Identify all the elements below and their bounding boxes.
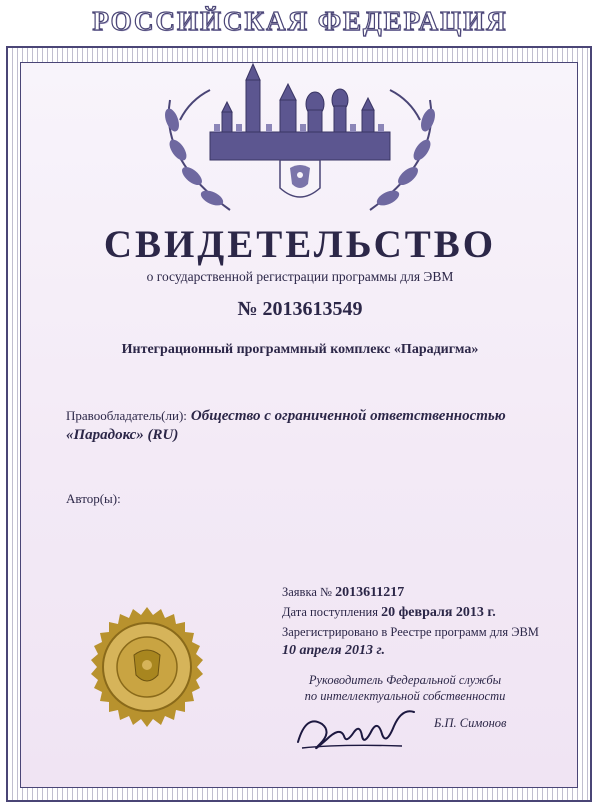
rights-holder-block	[66, 408, 566, 444]
rights-holder-value-cont: «Парадокс» (RU)	[66, 427, 179, 443]
received-date: 20 февраля 2013 г.	[381, 605, 496, 620]
signature-icon	[292, 702, 422, 762]
kremlin-emblem-icon	[150, 60, 450, 220]
author-row	[66, 490, 121, 508]
author-label: Автор(ы):	[66, 491, 121, 506]
certificate-title: СВИДЕТЕЛЬСТВО	[103, 223, 497, 266]
rights-holder-label: Правообладатель(ли):	[66, 408, 187, 423]
registered-date: 10 апреля 2013 г.	[282, 643, 386, 658]
authority-line-2: по интеллектуальной собственности	[304, 689, 506, 703]
application-label: Заявка №	[282, 585, 332, 599]
rights-holder-value: Общество с ограниченной ответственностью	[190, 408, 506, 424]
authority-block	[290, 672, 520, 704]
coat-of-arms-icon	[280, 160, 320, 197]
authority-line-1: Руководитель Федеральной службы	[308, 673, 502, 687]
country-header: РОССИЙСКАЯ ФЕДЕРАЦИЯ	[92, 6, 508, 36]
certificate-number: № 2013613549	[237, 298, 363, 320]
official-seal-icon	[82, 605, 212, 735]
registration-block	[282, 585, 582, 659]
registered-label: Зарегистрировано в Реестре программ для ЭВМ	[282, 625, 539, 639]
certificate-subtitle: о государственной регистрации программы для ЭВМ	[146, 269, 454, 284]
received-label: Дата поступления	[282, 605, 378, 619]
program-name: Интеграционный программный комплекс «Парадигма»	[121, 342, 479, 357]
signer-name: Б.П. Симонов	[434, 716, 507, 730]
application-number: 2013611217	[335, 585, 405, 600]
